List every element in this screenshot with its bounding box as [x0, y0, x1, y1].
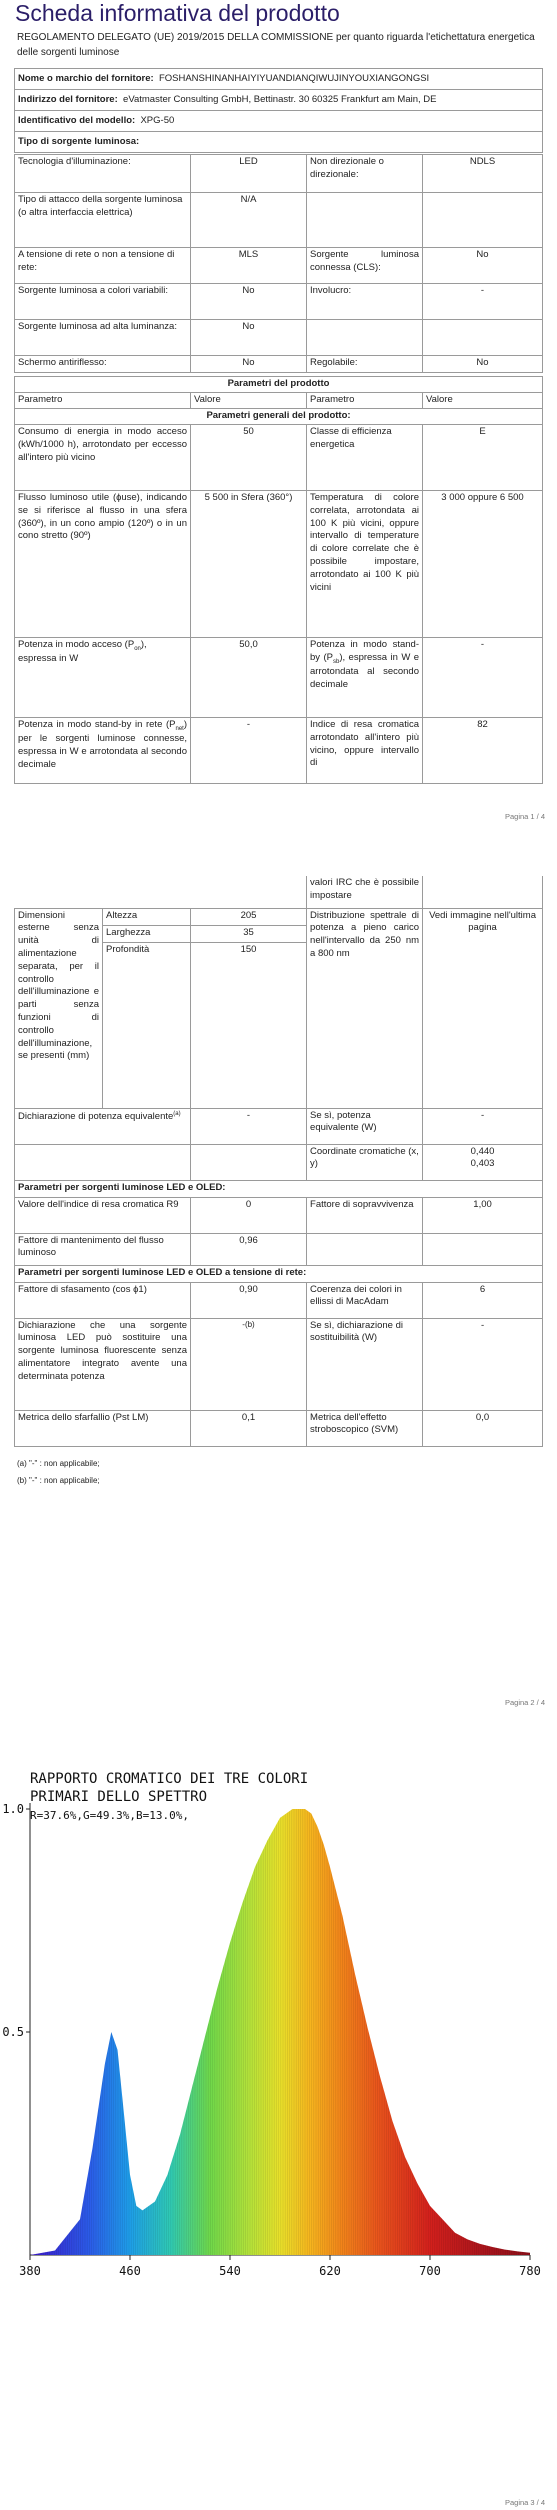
page-number-3: Pagina 3 / 4: [504, 2498, 545, 2507]
pnet-value: -: [191, 718, 307, 784]
flux-label: Flusso luminoso utile (ɸuse), indicando se si riferisce al flusso in una sfera (360º), in un cono ampio (120º) o in un cono stretto (90º): [15, 491, 191, 638]
dim-label: Regolabile:: [307, 356, 423, 373]
class-value: E: [423, 425, 543, 491]
psb-value: -: [423, 638, 543, 718]
supplier-address-row: Indirizzo del fornitore: eVatmaster Consulting GmbH, Bettinastr. 30 60325 Frankfurt am Main, DE: [15, 90, 543, 111]
eqp-value: -: [191, 1108, 307, 1144]
x-tick-label: 620: [319, 2264, 341, 2278]
pst-label: Metrica dello sfarfallio (Pst LM): [15, 1410, 191, 1446]
eqp-label: Dichiarazione di potenza equivalente$^{(a)}$: [15, 1108, 191, 1144]
energy-label: Consumo di energia in modo acceso (kWh/1000 h), arrotondato per eccesso all'intero più vicino: [15, 425, 191, 491]
cct-value: 3 000 oppure 6 500: [423, 491, 543, 638]
y-tick-label: 1.0: [2, 1802, 24, 1816]
page-1: [0, 0, 557, 835]
led-heading: Parametri per sorgenti luminose LED e OLED:: [15, 1180, 543, 1197]
supplier-name-row: Nome o marchio del fornitore: FOSHANSHINANHAIYIYUANDIANQIWUJINYOUXIANGONGSI: [15, 69, 543, 90]
hl-label: Sorgente luminosa ad alta luminanza:: [15, 320, 191, 356]
lm-label: Fattore di mantenimento del flusso luminoso: [15, 1233, 191, 1265]
pon-label: Potenza in modo acceso $(P_{on})$, espressa in W: [15, 638, 191, 718]
psb-label: Potenza in modo stand-by $(P_{sb})$, espressa in W e arrotondata al secondo decimale: [307, 638, 423, 718]
model-id: XPG-50: [140, 115, 175, 126]
height-value: 205: [191, 908, 307, 925]
footnote-a: (a) "-" : non applicabile;: [17, 1459, 100, 1468]
x-tick-label: 380: [19, 2264, 41, 2278]
r9-value: 0: [191, 1197, 307, 1233]
pst-value: 0,1: [191, 1410, 307, 1446]
chart-subtitle: R=37.6%,G=49.3%,B=13.0%,: [30, 1809, 189, 1822]
cri-label: Indice di resa cromatica arrotondato all'intero più vicino, oppure intervallo di: [307, 718, 423, 784]
supplier-name: FOSHANSHINANHAIYIYUANDIANQIWUJINYOUXIANGONGSI: [158, 73, 430, 84]
hl-value: No: [191, 320, 307, 356]
nondir-value: NDLS: [423, 155, 543, 193]
envelope-value: -: [423, 284, 543, 320]
colour-value: No: [191, 284, 307, 320]
repl-w-value: -: [423, 1318, 543, 1410]
supplier-table: [14, 68, 543, 153]
pf-value: 0,90: [191, 1282, 307, 1318]
chart-title-line2: PRIMARI DELLO SPETTRO: [30, 1789, 208, 1805]
col-param: Parametro: [15, 393, 191, 409]
surv-value: 1,00: [423, 1197, 543, 1233]
repl-value: -(b): [191, 1318, 307, 1410]
spectrum-chart: [0, 1752, 557, 2492]
page-number-1: Pagina 1 / 4: [504, 812, 545, 821]
tech-label: Tecnologia d'illuminazione:: [15, 155, 191, 193]
mac-value: 6: [423, 1282, 543, 1318]
energy-value: 50: [191, 425, 307, 491]
cri-value: 82: [423, 718, 543, 784]
page-number-2: Pagina 2 / 4: [504, 1698, 545, 1707]
model-row: Identificativo del modello: XPG-50: [15, 111, 543, 132]
cap-label: Tipo di attacco della sorgente luminosa (o altra interfaccia elettrica): [15, 193, 191, 248]
mac-label: Coerenza dei colori in ellissi di MacAdam: [307, 1282, 423, 1318]
source-table: [14, 154, 543, 373]
depth-value: 150: [191, 942, 307, 1108]
dims-label: Dimensioni esterne senza unità di alimentazione separata, per il controllo dell'illuminazione e parti senza funzioni di controllo dell'illuminazione, se presenti (mm): [15, 908, 103, 1108]
document-subtitle: REGOLAMENTO DELEGATO (UE) 2019/2015 DELLA COMMISSIONE per quanto riguarda l'etichettatura energetica delle sorgenti luminose: [17, 32, 535, 58]
cri-label-cont: valori IRC che è possibile impostare: [307, 876, 423, 908]
svm-label: Metrica dell'effetto stroboscopico (SVM): [307, 1410, 423, 1446]
height-label: Altezza: [103, 908, 191, 925]
eqp-w-value: -: [423, 1108, 543, 1144]
repl-w-label: Se sì, dichiarazione di sostituibilità (W): [307, 1318, 423, 1410]
envelope-label: Involucro:: [307, 284, 423, 320]
supplier-address: eVatmaster Consulting GmbH, Bettinastr. 30 60325 Frankfurt am Main, DE: [123, 94, 437, 105]
params-heading: Parametri del prodotto: [15, 377, 543, 393]
repl-label: Dichiarazione che una sorgente luminosa LED può sostituire una sorgente luminosa fluorescente senza alimentatore integrato avente una determinata potenza: [15, 1318, 191, 1410]
r9-label: Valore dell'indice di resa cromatica R9: [15, 1197, 191, 1233]
width-value: 35: [191, 925, 307, 942]
spd-value: Vedi immagine nell'ultima pagina: [423, 908, 543, 1108]
col-value-2: Valore: [423, 393, 543, 409]
x-tick-label: 460: [119, 2264, 141, 2278]
cct-label: Temperatura di colore correlata, arrotondata ai 100 K più vicini, oppure intervallo di temperature di colore correlate che è possibile impostare, arrotondato ai 100 K più vicini: [307, 491, 423, 638]
class-label: Classe di efficienza energetica: [307, 425, 423, 491]
general-heading: Parametri generali del prodotto:: [15, 409, 543, 425]
col-param-2: Parametro: [307, 393, 423, 409]
surv-label: Fattore di sopravvivenza: [307, 1197, 423, 1233]
col-value: Valore: [191, 393, 307, 409]
x-tick-label: 700: [419, 2264, 441, 2278]
connected-label: Sorgente luminosa connessa (CLS):: [307, 248, 423, 284]
page-3: [0, 1752, 557, 2510]
params-table: [14, 376, 543, 784]
x-tick-label: 780: [519, 2264, 541, 2278]
spd-label: Distribuzione spettrale di potenza a pieno carico nell'intervallo da 250 nm a 800 nm: [307, 908, 423, 1108]
svm-value: 0,0: [423, 1410, 543, 1446]
mains-label: A tensione di rete o non a tensione di rete:: [15, 248, 191, 284]
width-label: Larghezza: [103, 925, 191, 942]
footnote-b: (b) "-" : non applicabile;: [17, 1476, 100, 1485]
mains-value: MLS: [191, 248, 307, 284]
pon-value: 50,0: [191, 638, 307, 718]
y-tick-label: 0.5: [2, 2025, 24, 2039]
depth-label: Profondità: [103, 942, 191, 1108]
nondir-label: Non direzionale o direzionale:: [307, 155, 423, 193]
cap-value: N/A: [191, 193, 307, 248]
params-table-cont: [14, 876, 543, 1447]
flux-value: 5 500 in Sfera (360°): [191, 491, 307, 638]
pf-label: Fattore di sfasamento (cos ϕ1): [15, 1282, 191, 1318]
source-type-heading: Tipo di sorgente luminosa:: [15, 132, 543, 153]
xy-label: Coordinate cromatiche (x, y): [307, 1144, 423, 1180]
xy-value: 0,440 0,403: [423, 1144, 543, 1180]
mains-led-heading: Parametri per sorgenti luminose LED e OLED a tensione di rete:: [15, 1265, 543, 1282]
glare-value: No: [191, 356, 307, 373]
tech-value: LED: [191, 155, 307, 193]
lm-value: 0,96: [191, 1233, 307, 1265]
x-tick-label: 540: [219, 2264, 241, 2278]
eqp-w-label: Se sì, potenza equivalente (W): [307, 1108, 423, 1144]
pnet-label: Potenza in modo stand-by in rete $(P_{net})$ per le sorgenti luminose connesse, espressa in W e arrotondata al secondo decimale: [15, 718, 191, 784]
colour-label: Sorgente luminosa a colori variabili:: [15, 284, 191, 320]
connected-value: No: [423, 248, 543, 284]
glare-label: Schermo antiriflesso:: [15, 356, 191, 373]
page-2: [0, 876, 557, 1711]
dim-value: No: [423, 356, 543, 373]
chart-title-line1: RAPPORTO CROMATICO DEI TRE COLORI: [30, 1771, 309, 1787]
document-title: Scheda informativa del prodotto: [15, 0, 340, 26]
